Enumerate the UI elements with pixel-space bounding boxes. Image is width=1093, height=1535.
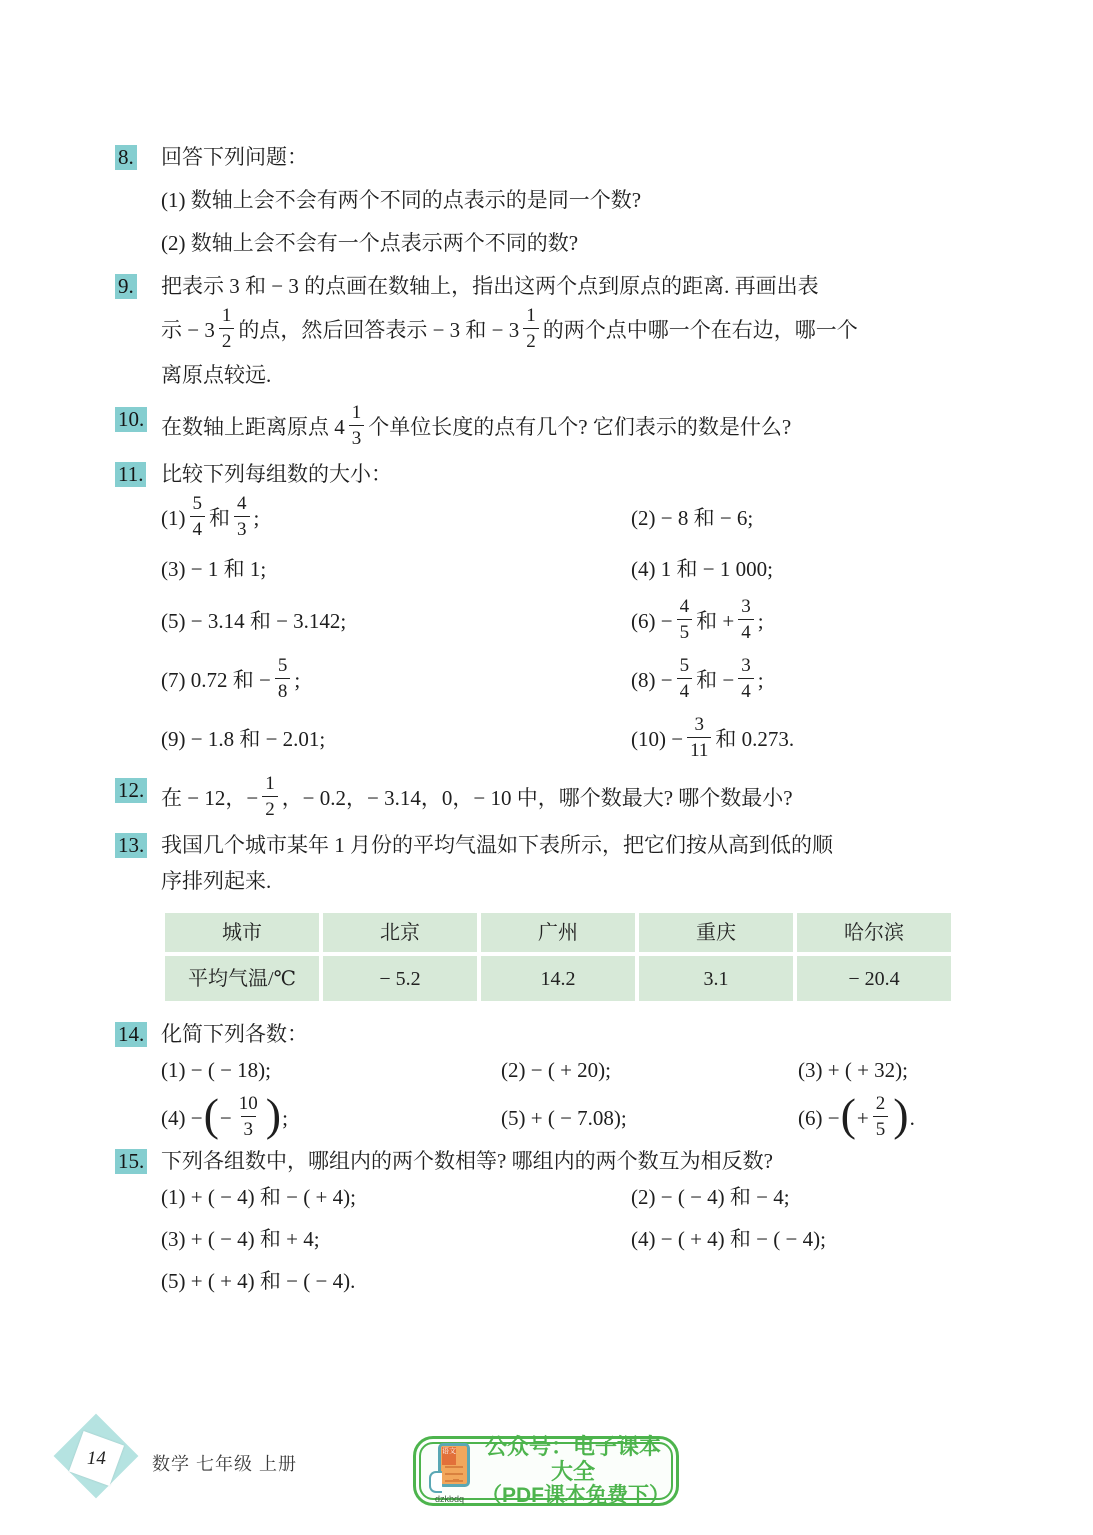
problem-12-number <box>115 775 161 805</box>
table-cell-harbin-temp: − 20.4 <box>797 956 951 1001</box>
hand-icon <box>429 1471 442 1493</box>
problem-11-intro: 比较下列每组数的大小： <box>161 462 392 486</box>
problem-10-number <box>115 404 161 434</box>
table-header-row <box>165 913 951 952</box>
problem-15-row1 <box>161 1182 997 1212</box>
problem-8-intro: 回答下列问题： <box>161 145 308 169</box>
item-6: (6) − $\frac{4}{5}$ 和 + $\frac{3}{4}$ ; <box>631 596 764 643</box>
fraction: $\frac{10}{3}$ <box>238 1093 258 1140</box>
problem-10-line: 在数轴上距离原点 4 $\frac{1}{3}$ 个单位长度的点有几个? 它们表示的数是什么? <box>161 402 792 449</box>
problem-15 <box>115 1146 997 1310</box>
public-account-badge-inner <box>419 1433 673 1508</box>
fraction: $\frac{3}{4}$ <box>738 656 754 701</box>
problem-11-number <box>115 459 161 489</box>
number-highlight: 14. <box>115 1022 147 1047</box>
problem-10 <box>115 404 997 459</box>
number-highlight: 13. <box>115 833 147 858</box>
problem-15-row3 <box>161 1266 997 1296</box>
item-3: (3) + ( − 4) 和 + 4; <box>161 1227 320 1251</box>
number-highlight: 15. <box>115 1149 147 1174</box>
item-9: (9) − 1.8 和 − 2.01; <box>161 726 326 751</box>
problem-11-row1 <box>161 495 997 540</box>
problem-11-row3 <box>161 598 997 643</box>
problem-11-row2 <box>161 554 997 584</box>
item-4: (4) − ( − $\frac{10}{3}$ ) ; <box>161 1088 288 1140</box>
item-3: (3) − 1 和 1; <box>161 557 267 581</box>
item-10: (10) − $\frac{3}{11}$ 和 0.273. <box>631 714 795 761</box>
exercise-list <box>115 142 997 1310</box>
problem-8-sub1: (1) 数轴上会不会有两个不同的点表示的是同一个数? <box>161 188 642 212</box>
phone-icon-line <box>445 1473 463 1475</box>
problem-8-sub2: (2) 数轴上会不会有一个点表示两个不同的数? <box>161 231 579 255</box>
item-5: (5) + ( + 4) 和 − ( − 4). <box>161 1269 356 1293</box>
fraction: $\frac{1}{2}$ <box>262 774 278 819</box>
problem-14 <box>115 1019 997 1146</box>
problem-14-number <box>115 1019 161 1049</box>
problem-13-line2: 序排列起来. <box>161 869 272 893</box>
problem-15-row2 <box>161 1224 997 1254</box>
problem-15-number <box>115 1146 161 1176</box>
item-4: (4) 1 和 − 1 000; <box>631 557 773 581</box>
problem-9-line1: 把表示 3 和 − 3 的点画在数轴上，指出这两个点到原点的距离. 再画出表 <box>161 274 819 298</box>
item-4: (4) − ( + 4) 和 − ( − 4); <box>631 1227 826 1251</box>
item-2: (2) − ( − 4) 和 − 4; <box>631 1185 790 1209</box>
problem-9 <box>115 271 997 404</box>
problem-14-intro: 化简下列各数： <box>161 1022 308 1046</box>
fraction: $\frac{1}{3}$ <box>349 403 365 448</box>
table-cell-label: 平均气温/℃ <box>165 956 319 1001</box>
fraction: $\frac{1}{2}$ <box>219 306 235 351</box>
problem-13 <box>115 830 997 1019</box>
phone-icon-button <box>453 1479 459 1482</box>
problem-12-body <box>161 775 997 830</box>
phone-icon-line <box>445 1466 463 1468</box>
fraction: $\frac{5}{4}$ <box>190 494 206 539</box>
problem-12-line: 在 − 12，− $\frac{1}{2}$ ，− 0.2，− 3.14，0，− 10 中，哪个数最大? 哪个数最小? <box>161 773 793 820</box>
phone-icon-body <box>438 1443 470 1487</box>
problem-10-body <box>161 404 997 459</box>
problem-14-body <box>161 1019 997 1146</box>
table-header-harbin: 哈尔滨 <box>797 913 951 952</box>
phone-icon-label: 语文 <box>442 1447 456 1465</box>
problem-9-body <box>161 271 997 404</box>
item-1: (1) $\frac{5}{4}$ 和 $\frac{4}{3}$ ; <box>161 493 260 540</box>
fraction: $\frac{3}{4}$ <box>738 597 754 642</box>
item-1: (1) − ( − 18); <box>161 1058 271 1082</box>
fraction: $\frac{5}{8}$ <box>275 656 291 701</box>
page-number: 14 <box>87 1447 106 1469</box>
fraction: $\frac{4}{3}$ <box>234 494 250 539</box>
fraction: $\frac{3}{11}$ <box>687 715 711 760</box>
problem-8-body <box>161 142 997 271</box>
problem-11 <box>115 459 997 775</box>
item-6: (6) − ( + $\frac{2}{5}$ ) . <box>798 1088 915 1140</box>
problem-15-body <box>161 1146 997 1310</box>
fraction: $\frac{2}{5}$ <box>873 1094 889 1139</box>
public-account-badge <box>413 1433 679 1508</box>
problem-11-row4 <box>161 657 997 702</box>
temperature-table <box>161 909 955 1005</box>
phone-icon <box>427 1441 477 1504</box>
table-header-beijing: 北京 <box>323 913 477 952</box>
table-header-chongqing: 重庆 <box>639 913 793 952</box>
table-header-city: 城市 <box>165 913 319 952</box>
problem-14-row2 <box>161 1088 997 1140</box>
number-highlight: 10. <box>115 407 147 432</box>
public-account-text <box>481 1433 670 1509</box>
table-cell-guangzhou-temp: 14.2 <box>481 956 635 1001</box>
problem-9-line3: 离原点较远. <box>161 363 272 387</box>
fraction: $\frac{5}{4}$ <box>677 656 693 701</box>
problem-11-row5 <box>161 716 997 761</box>
spacer <box>161 1007 997 1019</box>
problem-13-line1: 我国几个城市某年 1 月份的平均气温如下表所示，把它们按从高到低的顺 <box>161 833 833 857</box>
item-5: (5) + ( − 7.08); <box>501 1105 627 1130</box>
problem-8-number <box>115 142 161 172</box>
number-highlight: 8. <box>115 145 137 170</box>
problem-13-body <box>161 830 997 1019</box>
item-3: (3) + ( + 32); <box>798 1058 908 1082</box>
public-account-line1: 公众号：电子课本大全 <box>484 1433 661 1484</box>
problem-12 <box>115 775 997 830</box>
fraction: $\frac{4}{5}$ <box>677 597 693 642</box>
problem-8 <box>115 142 997 271</box>
footer-book-label: 数学 七年级 上册 <box>152 1454 298 1474</box>
problem-11-body <box>161 459 997 775</box>
item-2: (2) − ( + 20); <box>501 1058 611 1082</box>
number-highlight: 12. <box>115 778 147 803</box>
problem-9-number <box>115 271 161 301</box>
item-8: (8) − $\frac{5}{4}$ 和 − $\frac{3}{4}$ ; <box>631 655 764 702</box>
phone-icon-caption: dzkbdq <box>435 1494 465 1504</box>
page-footer <box>0 1424 1093 1534</box>
table-cell-beijing-temp: − 5.2 <box>323 956 477 1001</box>
item-7: (7) 0.72 和 − $\frac{5}{8}$ ; <box>161 655 301 702</box>
item-1: (1) + ( − 4) 和 − ( + 4); <box>161 1185 356 1209</box>
item-5: (5) − 3.14 和 − 3.142; <box>161 608 347 633</box>
number-highlight: 11. <box>115 462 146 487</box>
problem-15-intro: 下列各组数中，哪组内的两个数相等? 哪组内的两个数互为相反数? <box>161 1149 773 1173</box>
problem-13-number <box>115 830 161 860</box>
item-2: (2) − 8 和 − 6; <box>631 505 754 530</box>
table-header-guangzhou: 广州 <box>481 913 635 952</box>
number-highlight: 9. <box>115 274 137 299</box>
fraction: $\frac{1}{2}$ <box>523 306 539 351</box>
public-account-line2: （PDF课本免费下） <box>481 1484 670 1508</box>
problem-9-line2: 示 − 3 $\frac{1}{2}$ 的点，然后回答表示 − 3 和 − 3 $\frac{1}{2}$ 的两个点中哪一个在右边，哪一个 <box>161 305 858 352</box>
problem-14-row1 <box>161 1055 997 1085</box>
table-data-row <box>165 956 951 1001</box>
table-cell-chongqing-temp: 3.1 <box>639 956 793 1001</box>
